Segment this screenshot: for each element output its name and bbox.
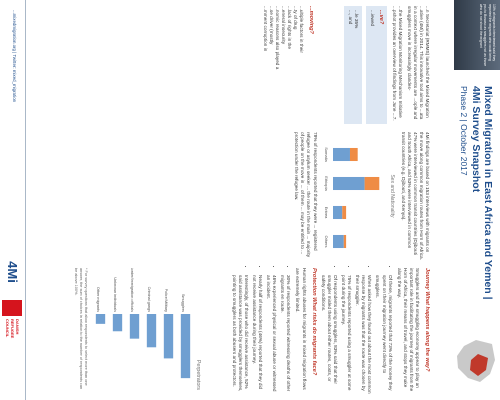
journey-item: • Of respondents using smugglers, 83% said that their smuggler misled them about either routes, costs, or safety conditions. <box>320 275 338 394</box>
protection-list <box>231 268 292 394</box>
moving-line: ...mment corruption in <box>262 6 268 52</box>
drc-mark-icon <box>2 300 22 316</box>
bar <box>181 314 190 378</box>
chart-title: Perpetrators <box>195 359 201 390</box>
perpetrators-chart <box>74 268 204 394</box>
tick-label: Border/Immigration officials <box>129 268 134 312</box>
stats-line: ..., and <box>348 10 354 25</box>
page-title: Mixed Migration in East Africa and Yemen | 4Mi Survey Snapshot <box>470 86 494 300</box>
protection-item: • 46% experienced physical or sexual abuse or witnessed an incident. <box>265 275 277 394</box>
left-column <box>262 6 431 124</box>
chart-title: Sex and Nationality <box>388 174 395 218</box>
moving-line: ...eneral insecurity <box>280 6 286 45</box>
perpetrators-svg <box>88 268 204 394</box>
protection-item: • 30% of respondents reported witnessing deaths of other migrants en route. <box>279 275 291 394</box>
protection-item: • Interestingly, of those who did receive assistance, 52% said assistance was provided by smugglers themselves, pointing to smugglers as both abusers and protectors. <box>231 275 249 394</box>
moving-heading: ...moving? <box>308 6 315 34</box>
stats-line: ...le 35% <box>354 10 360 29</box>
drc-text-line: DANISH <box>15 319 20 335</box>
header-photo-caption: 13% of migrants interviewed said they reported the migrants who could bring you to Bosaso as smugglers not as those who do not shoot the migrant <box>478 4 496 67</box>
drc-text-line: REFUGEE <box>10 319 15 339</box>
protection-item: • Nearly half of respondents (46%) reported that they did not receive assistance during their journey. <box>251 275 263 394</box>
region-map-icon <box>454 330 498 394</box>
page-subtitle: Phase 2 | October 2017 <box>459 86 469 176</box>
footer-link[interactable]: ...mixedmigration.org | Twitter: mixed_migration <box>12 10 17 103</box>
stats-box <box>344 6 362 124</box>
bar <box>113 314 122 331</box>
tick-label: Ethiopia <box>323 176 329 191</box>
journey-list <box>320 268 393 394</box>
bar <box>130 314 139 339</box>
refugee-paragraph: 78% of respondents reported that they were ... registered refugee or asylum seeker ... the route in the main ... majority of people on the move in ... of them ... may be entitled to ... protection under the refugee law. <box>294 132 318 258</box>
journey-item: • 75% of respondents reported using a smuggler at some point during the journey. <box>340 275 352 394</box>
tick-label: Criminal gangs <box>146 286 151 312</box>
tick-label: Other migrants <box>95 286 100 312</box>
sex-nationality-chart <box>321 132 397 250</box>
bar-male <box>333 148 350 161</box>
tick-label: Somalia <box>323 147 329 162</box>
bar-male <box>333 206 342 219</box>
logo-drc <box>2 300 22 394</box>
intro-paragraph-2: ...the Mixed Migration Monitoring Mechanism Initiative ...pshot provides an overview of findings from June ...7. <box>391 6 403 121</box>
bar-male <box>333 177 365 190</box>
tick-label: Police/Military <box>163 288 168 312</box>
journey-paragraph: Smugglers and the smuggling economy appear to play an important role in facilitating the journey of migrants from the Horn of Africa, their means of travel, and stops they make along the way. <box>396 268 420 392</box>
logo-4mi: 4Mi <box>5 261 20 283</box>
footer <box>0 0 26 400</box>
bar-female <box>364 177 379 190</box>
tick-label: Eritrea <box>323 206 329 219</box>
protection-heading: Protection What risks do migrants face? <box>310 268 317 376</box>
moving-line: ...ty of drug <box>293 6 299 30</box>
bar <box>164 314 173 358</box>
moving-line: ...lack of rights in the <box>286 6 292 49</box>
protection-paragraph: Human rights abuses for migrants in mixed migration flows are extremely limited. <box>295 268 307 390</box>
who-heading: ...ve? <box>378 10 385 25</box>
perpetrators-wrap <box>88 268 204 394</box>
sex-nationality-svg <box>321 132 397 260</box>
bar-female <box>342 206 346 219</box>
middle-column <box>290 132 430 260</box>
who-box <box>366 6 387 124</box>
findings-paragraph: 4Mi findings are based on 153 interviews with migrants on the move along common migration routes from Horn of Africa. 47% were interviewed in common transit countries (Djibouti and South Africa, and 53% were interviewed in common transit countries (e.g. Djibouti, and Kenya). <box>400 132 430 260</box>
journey-heading: Journey What happens along the way? <box>424 268 430 372</box>
header-photo <box>454 0 500 70</box>
footnote: * For survey questions that allow respondents to select more than one answer, the sum of choices in relation to the number of respondents can be above 100%. <box>74 268 88 390</box>
who-line: ...iewed <box>370 10 376 27</box>
drc-text-line: COUNCIL <box>5 319 10 338</box>
header-band <box>442 0 500 400</box>
tick-label: Smugglers <box>180 293 185 312</box>
bar-female <box>343 235 345 248</box>
journey-item: • Of these, migrants reported that 73% of the money they spent on their migration journey went directly to smugglers. <box>374 275 392 394</box>
journey-item: • When asked how they found out about the most common response by migrants was that the route was chosen by their smuggler. <box>354 275 372 394</box>
bar-female <box>350 148 358 161</box>
right-column <box>228 268 430 394</box>
bar <box>96 314 105 324</box>
bar <box>147 314 156 347</box>
tick-label: Unknown individuals <box>112 277 117 312</box>
drc-text <box>5 319 20 394</box>
bar-male <box>333 235 344 248</box>
moving-line: ...nomic reasons also played a <box>274 6 280 70</box>
moving-line: ...se driver (mostly <box>268 6 274 45</box>
intro-paragraph: ...n Secretariat (RMMS) launched the Mixed Migration ...ative (4Mi) in 2014. This innovative tool aims to ...ata in a context where irregular movements are ...ople and smugglers move in increasingly clandes- <box>406 6 430 120</box>
tick-label: Others <box>323 235 329 248</box>
moving-line: ...ultiple factors in their <box>299 6 305 53</box>
